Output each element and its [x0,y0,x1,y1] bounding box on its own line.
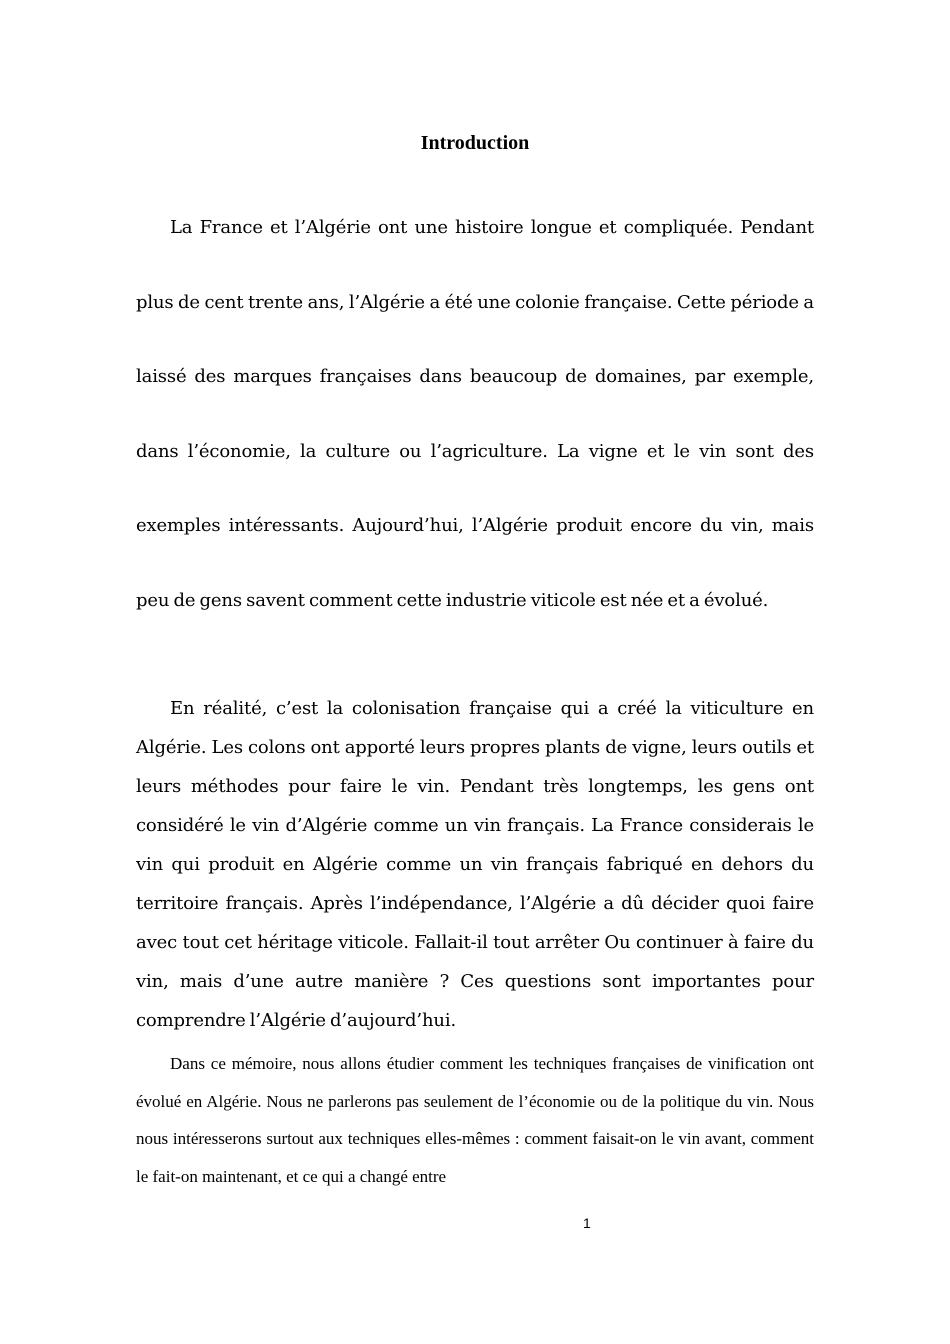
intro-paragraph-3: Dans ce mémoire, nous allons étudier comment les techniques françaises de vinification ont évolué en Algérie. Nous ne parlerons pas seulement de l’économie ou de la politique du vin. Nous nous intéresserons surtout aux techniques elles-mêmes : comment faisait-on le vin avant, comment le fait-on maintenant, et ce qui a changé entre [136,1054,814,1186]
intro-paragraph-1: La France et l’Algérie ont une histoire longue et compliquée. Pendant plus de cent trente ans, l’Algérie a été une colonie française. Cette période a laissé des marques françaises dans beaucoup de domaines, par exemple, dans l’économie, la culture ou l’agriculture. La vigne et le vin sont des exemples intéressants. Aujourd’hui, l’Algérie produit encore du vin, mais peu de gens savent comment cette industrie viticole est née et a évolué. [136,217,814,611]
intro-paragraph-2: En réalité, c’est la colonisation française qui a créé la viticulture en Algérie. Les colons ont apporté leurs propres plants de vigne, leurs outils et leurs méthodes pour faire le vin. Pendant très longtemps, les gens ont considéré le vin d’Algérie comme un vin français. La France considerais le vin qui produit en Algérie comme un vin français fabriqué en dehors du territoire français. Après l’indépendance, l’Algérie a dû décider quoi faire avec tout cet héritage viticole. Fallait-il tout arrêter Ou continuer à faire du vin, mais d’une autre manière ? Ces questions sont importantes pour comprendre l’Algérie d’aujourd’hui. [136,698,814,1031]
page-title: Introduction [420,132,530,154]
page-number: 1 [583,1215,591,1231]
